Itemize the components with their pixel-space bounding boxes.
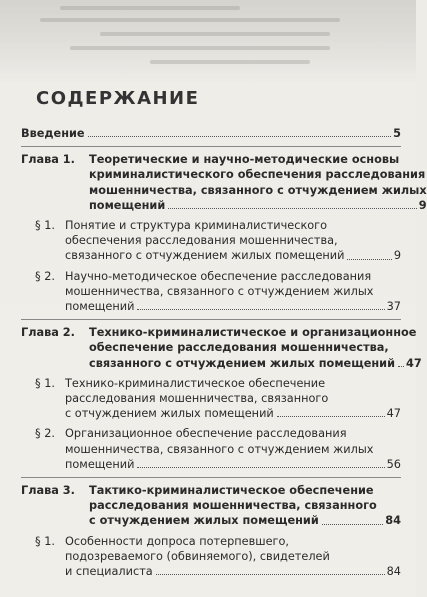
- section-title-line: с отчуждением жилых помещений: [65, 407, 274, 421]
- chapter-title-line: Теоретические и научно-методические основы: [89, 153, 400, 167]
- divider: [21, 319, 401, 320]
- chapter-title-line: связанного с отчуждением жилых помещений: [89, 356, 396, 370]
- toc-intro-title: Введение: [21, 127, 85, 140]
- toc-intro-page: 5: [393, 127, 401, 140]
- toc-intro[interactable]: [21, 126, 401, 141]
- chapter-title-line: криминалистического обеспечения расследования: [89, 168, 426, 182]
- section-page: 37: [386, 300, 401, 314]
- dot-leader: [88, 136, 392, 137]
- section-label: § 2.: [35, 427, 56, 441]
- section-page: 56: [386, 457, 401, 471]
- chapter-title-line: мошенничества, связанного с отчуждением жилых: [89, 183, 427, 197]
- toc-chapter-3[interactable]: [21, 483, 401, 529]
- chapter-title-line: помещений: [89, 198, 166, 212]
- section-label: § 1.: [35, 219, 56, 233]
- toc-chapter-1[interactable]: [21, 152, 427, 213]
- dot-leader: [168, 208, 417, 209]
- table-of-contents: [21, 126, 427, 584]
- section-label: § 1.: [35, 376, 56, 390]
- toc-section-1-2[interactable]: [35, 269, 401, 315]
- dot-leader: [156, 574, 385, 575]
- section-title-line: Организационное обеспечение расследования: [65, 427, 347, 441]
- toc-section-3-1[interactable]: [35, 534, 401, 580]
- chapter-title-line: Тактико-криминалистическое обеспечение: [89, 484, 374, 498]
- dot-leader: [322, 524, 384, 525]
- section-title-line: Научно-методическое обеспечение расследования: [65, 269, 372, 283]
- section-title-line: мошенничества, связанного с отчуждением жилых: [65, 442, 374, 456]
- dot-leader: [398, 366, 404, 367]
- section-title-line: Особенности допроса потерпевшего,: [65, 534, 289, 548]
- toc-heading: СОДЕРЖАНИЕ: [36, 88, 200, 109]
- section-title-line: подозреваемого (обвиняемого), свидетелей: [65, 549, 330, 563]
- chapter-label: Глава 1.: [21, 153, 75, 167]
- dot-leader: [347, 259, 391, 260]
- section-title-line: расследования мошенничества, связанного: [65, 392, 329, 406]
- chapter-title-line: с отчуждением жилых помещений: [89, 514, 319, 528]
- chapter-page: 9: [418, 198, 427, 212]
- section-title-line: связанного с отчуждением жилых помещений: [65, 249, 345, 263]
- divider: [21, 477, 401, 478]
- section-label: § 1.: [35, 534, 56, 548]
- dot-leader: [277, 416, 385, 417]
- toc-section-2-1[interactable]: [35, 376, 401, 422]
- section-page: 84: [386, 565, 401, 579]
- section-title-line: Технико-криминалистическое обеспечение: [65, 376, 326, 390]
- section-title-line: обеспечения расследования мошенничества,: [65, 234, 338, 248]
- chapter-title-line: расследования мошенничества, связанного: [89, 499, 377, 513]
- section-title-line: Понятие и структура криминалистического: [65, 219, 328, 233]
- section-title-line: и специалиста: [65, 565, 153, 579]
- dot-leader: [137, 309, 384, 310]
- chapter-label: Глава 3.: [21, 484, 75, 498]
- chapter-title-line: обеспечение расследования мошенничества,: [89, 341, 389, 355]
- toc-section-2-2[interactable]: [35, 426, 401, 472]
- chapter-page: 84: [385, 514, 401, 528]
- section-title-line: помещений: [65, 457, 135, 471]
- toc-section-1-1[interactable]: [35, 218, 401, 264]
- previous-page-bleed-through: [0, 0, 416, 85]
- section-page: 47: [386, 407, 401, 421]
- divider: [21, 146, 401, 147]
- section-title-line: мошенничества, связанного с отчуждением жилых: [65, 284, 374, 298]
- chapter-title-line: Технико-криминалистическое и организационное: [89, 326, 417, 340]
- dot-leader: [137, 467, 384, 468]
- section-page: 9: [393, 249, 401, 263]
- section-label: § 2.: [35, 269, 56, 283]
- toc-chapter-2[interactable]: [21, 325, 422, 371]
- chapter-label: Глава 2.: [21, 326, 75, 340]
- chapter-page: 47: [406, 356, 422, 370]
- section-title-line: помещений: [65, 300, 135, 314]
